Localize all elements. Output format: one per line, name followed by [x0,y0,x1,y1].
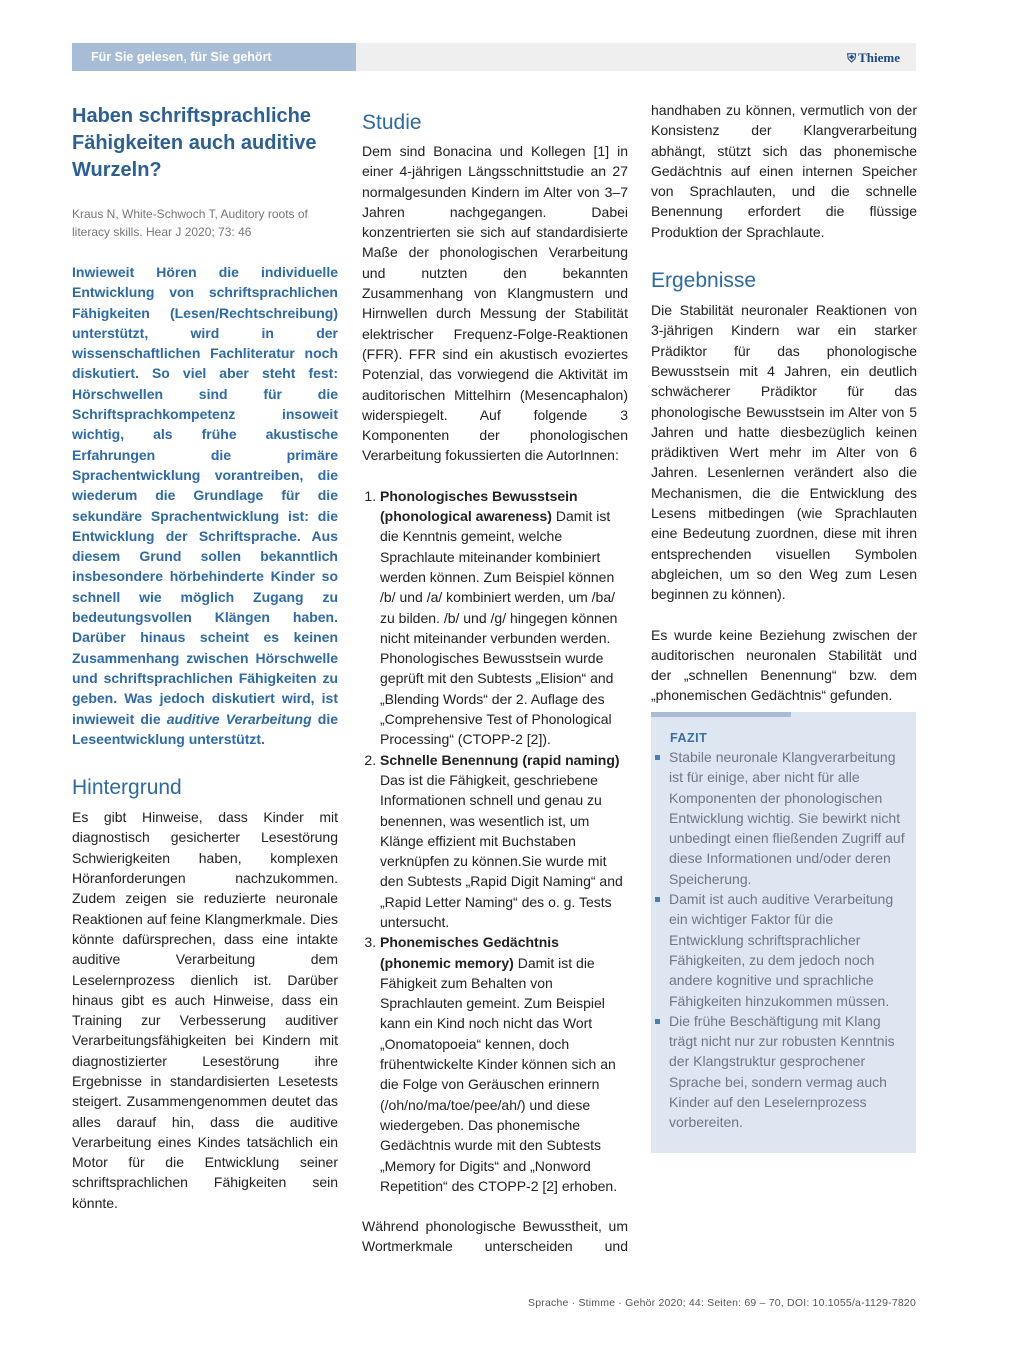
list-item [669,889,909,1011]
component-text: Damit ist die Kenntnis gemeint, welche Sprachlaute miteinander kombiniert werden können. Zum Beispiel können /b/ und /a/ kombiniert werden, um /ba/ zu bilden. /b/ und /g/ hingegen können nicht miteinander verbunden werden. Phonologisches Bewusstsein wurde geprüft mit den Subtests „Elision“ and „Blending Words“ der 2. Auflage des „Comprehensive Test of Phonological Processing“ (CTOPP-2 [2]). [380,508,618,748]
square-bullet-icon [655,755,660,760]
component-term: Schnelle Benennung (rapid naming) [380,751,620,768]
fazit-item-text: Stabile neuronale Klangverarbeitung ist für einige, aber nicht für alle Komponenten der phonologischen Entwicklung wichtig. Sie bewirkt nicht unbedingt einen fließenden Zugriff auf diese Informationen und/oder deren Speicherung. [669,749,905,887]
header-bar [72,43,916,71]
abstract-text-a: Inwieweit Hören die individuelle Entwicklung von schriftsprachlichen Fähigkeiten (Lesen/Rechtschreibung) unterstützt, wird in der wissenschaftlichen Fachliteratur noch diskutiert. So viel aber steht fest: Hörschwellen sind für die Schriftsprachkompetenz insoweit wichtig, als frühe akustische Erfahrungen die primäre Sprachentwicklung vorantreiben, die wiederum die Grundlage für die sekundäre Sprachentwicklung ist: die Entwicklung der Schriftsprache. Aus diesem Grund sollen bekanntlich insbesondere hörbehinderte Kinder so schnell wie möglich Zugang zu bedeutungsvollen Klängen haben. Darüber hinaus scheint es keinen Zusammenhang zwischen Hörschwelle und schriftsprachlichen Fähigkeiten zu geben. Was jedoch diskutiert wird, ist inwieweit die [72,264,338,727]
article-reference: Kraus N, White-Schwoch T, Auditory roots of literacy skills. Hear J 2020; 73: 46 [72,207,308,239]
page-footer: Sprache · Stimme · Gehör 2020; 44: Seiten: 69 – 70, DOI: 10.1055/a-1129-7820 [528,1297,916,1309]
results-heading: Ergebnisse [651,269,757,293]
publisher-name: Thieme [858,50,900,65]
results-text-2: Es wurde keine Beziehung zwischen der auditorischen neuronalen Stabilität und der „schnellen Benennung“ bzw. dem „phonemischen Gedächtnis“ gefunden. [651,626,917,704]
list-item [380,486,628,750]
component-text: Damit ist die Fähigkeit zum Behalten von Sprachlauten gemeint. Zum Beispiel kann ein Kind noch nicht das Wort „Onomatopoeia“ kennen, doch frühentwickelte Kinder können sich an die Folge von Geräuschen erinnern (/oh/no/ma/toe/pee/ah/) und diese wiedergeben. Das phonemische Gedächtnis wurde mit den Subtests „Memory for Digits“ and „Nonword Repetition“ des CTOPP-2 [2] erhoben. [380,954,618,1194]
component-text: Das ist die Fähigkeit, geschriebene Informationen schnell und genau zu benennen, was wesentlich ist, um Klänge effizient mit Buchstaben verknüpfen zu können.Sie wurde mit den Subtests „Rapid Digit Naming“ and „Rapid Letter Naming“ des o. g. Tests untersucht. [380,771,623,930]
abstract-text-b: die Leseentwicklung unterstützt. [72,710,338,747]
component-term: Phonemisches Gedächtnis (phonemic memory) [380,934,559,971]
thieme-shield-icon: ⛨ [847,51,857,65]
background-heading: Hintergrund [72,776,182,800]
study-closing-part1: Während phonologische Bewusstheit, um Wortmerkmale unterscheiden und [362,1218,628,1255]
list-item [380,750,628,933]
components-list [362,486,628,1196]
article-title: Haben schriftsprachliche Fähigkeiten auch auditive Wurzeln? [72,105,317,181]
column-right [651,100,917,720]
fazit-box [651,712,916,1153]
square-bullet-icon [655,897,660,902]
fazit-item-text: Damit ist auch auditive Verarbeitung ein wichtiger Faktor für die Entwicklung schriftsprachlicher Fähigkeiten, zu dem jedoch noch andere kognitive und sprachliche Fähigkeiten hinzukommen müssen. [669,891,894,1009]
fazit-item-text: Die frühe Beschäftigung mit Klang trägt nicht nur zur robusten Kenntnis der Klangstruktur gesprochener Sprache bei, sondern vermag auch Kinder auf den Leselernprozess vorbereiten. [669,1012,895,1131]
section-tag: Für Sie gelesen, für Sie gehört [72,43,356,71]
column-left [72,100,338,1213]
article-abstract [72,262,338,749]
component-term: Phonologisches Bewusstsein (phonological awareness) [380,487,578,525]
fazit-list [669,747,909,1133]
study-heading: Studie [362,111,422,134]
list-item [669,747,909,889]
study-closing-part2: handhaben zu können, vermutlich von der Konsistenz der Klangverarbeitung abhängt, stützt sich das phonemische Gedächtnis auf einen internen Speicher von Sprachlauten, und die schnelle Benennung erfordert die flüssige Produktion der Sprachlaute. [651,102,917,240]
fazit-accent-bar [651,712,791,717]
publisher-logo [847,43,900,73]
fazit-title: FAZIT [670,731,708,745]
column-middle [362,109,628,1271]
list-item [669,1011,909,1133]
square-bullet-icon [655,1019,660,1024]
results-text: Die Stabilität neuronaler Reaktionen von 3-jährigen Kindern war ein starker Prädiktor für das phonologische Bewusstsein mit 4 Jahren, ein deutlich schwächerer Prädiktor für das phonologische Bewusstsein im Alter von 5 Jahren und hatte diesbezüglich keinen prädiktiven Wert mehr im Alter von 6 Jahren. Lesenlernen verändert also die Mechanismen, die die Entwicklung des Lesens mitbedingen (wie Sprachlauten eine Bedeutung zuordnen, diese mit ihren entsprechenden visuellen Symbolen abgleichen, um so den Weg zum Lesen beginnen zu können). [651,302,917,603]
background-text: Es gibt Hinweise, dass Kinder mit diagnostisch gesicherter Lesestörung Schwierigkeiten haben, komplexen Höranforderungen nachzukommen. Zudem zeigen sie reduzierte neuronale Reaktionen auf feine Klangmerkmale. Dies könnte dafürsprechen, dass eine intakte auditive Verarbeitung dem Leselernprozess dienlich ist. Darüber hinaus gibt es auch Hinweise, dass ein Training zur Verbesserung auditiver Verarbeitungsfähigkeiten bei Kindern mit diagnostizierter Lesestörung ihre Ergebnisse in standardisierten Lesetests steigert. Zusammengenommen deutet das alles darauf hin, dass die auditive Verarbeitung eines Kindes tatsächlich ein Motor für die Entwicklung seiner schriftsprachlichen Fähigkeiten sein könnte. [72,809,338,1211]
abstract-italic: auditive Verarbeitung [166,710,312,727]
study-text: Dem sind Bonacina und Kollegen [1] in einer 4-jährigen Längsschnittstudie an 27 normalgesunden Kindern im Alter von 3–7 Jahren nachgegangen. Dabei konzentrierten sie sich auf standardisierte Maße der phonologischen Verarbeitung und nutzten den bekannten Zusammenhang von Klangmustern und Hirnwellen durch Messung der Stabilität elektrischer Frequenz-Folge-Reaktionen (FFR). FFR sind ein akustisch evoziertes Potenzial, das vorwiegend die Aktivität im auditorischen Mittelhirn (Mesencaphalon) widerspiegelt. Auf folgende 3 Komponenten der phonologischen Verarbeitung fokussierten die AutorInnen: [362,143,628,464]
list-item [380,932,628,1196]
